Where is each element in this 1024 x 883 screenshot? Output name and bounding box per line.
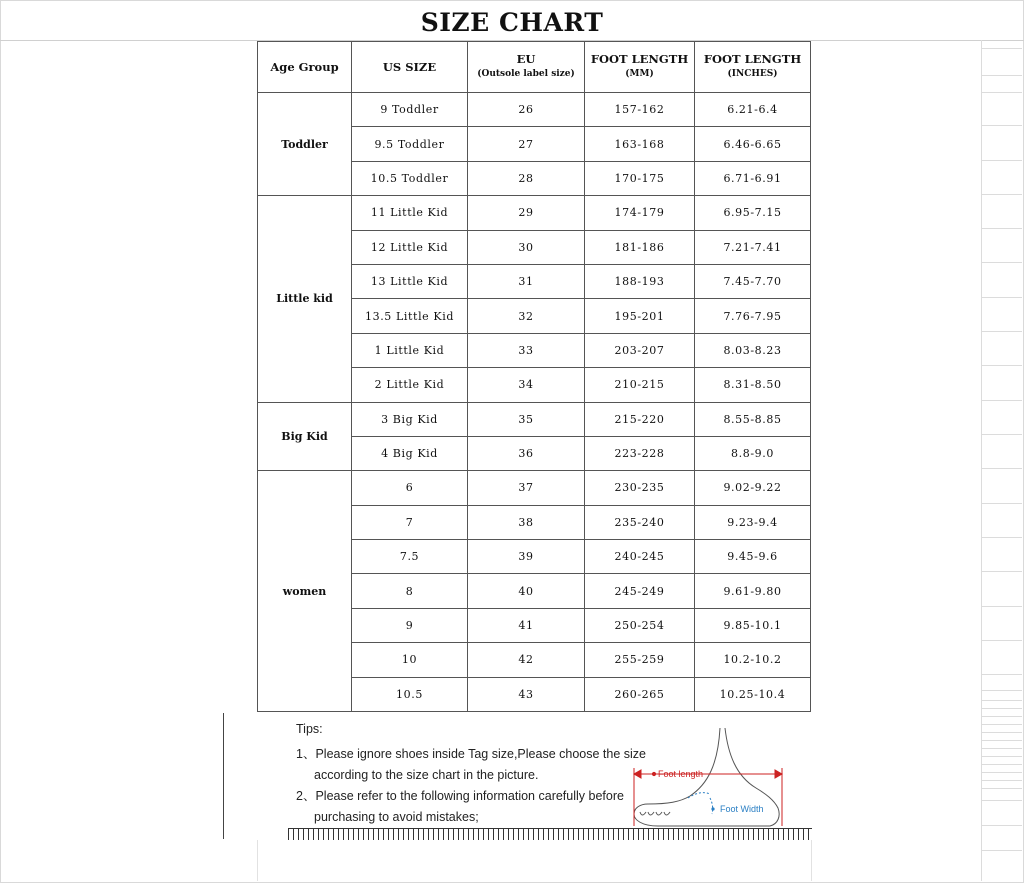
cell-mm: 203-207 — [585, 333, 695, 367]
foot-width-arrow — [688, 793, 713, 814]
cell-in: 7.21-7.41 — [695, 230, 811, 264]
cell-mm: 250-254 — [585, 608, 695, 642]
cell-us: 13 Little Kid — [352, 264, 468, 298]
bottom-blank-area — [257, 840, 812, 881]
cell-us: 13.5 Little Kid — [352, 299, 468, 333]
cell-eu: 43 — [468, 677, 585, 711]
tips-text — [296, 719, 646, 828]
cell-in: 9.45-9.6 — [695, 540, 811, 574]
table-header-row — [258, 42, 811, 93]
group-big-kid: Big Kid — [258, 402, 352, 471]
cell-mm: 163-168 — [585, 127, 695, 161]
cell-us: 9 — [352, 608, 468, 642]
header-age-group: Age Group — [258, 42, 352, 93]
foot-width-dot — [711, 807, 714, 810]
cell-in: 10.25-10.4 — [695, 677, 811, 711]
header-foot-in-label: FOOT LENGTH — [703, 52, 802, 66]
cell-in: 9.85-10.1 — [695, 608, 811, 642]
header-foot-mm — [585, 42, 695, 93]
cell-mm: 181-186 — [585, 230, 695, 264]
cell-us: 3 Big Kid — [352, 402, 468, 436]
foot-diagram — [628, 724, 812, 830]
tips-divider — [223, 713, 224, 839]
header-eu-label: EU — [516, 52, 536, 66]
cell-us: 7.5 — [352, 540, 468, 574]
group-toddler: Toddler — [258, 93, 352, 196]
header-foot-mm-sub: (MM) — [625, 69, 654, 79]
page-title: SIZE CHART — [420, 8, 604, 37]
cell-mm: 223-228 — [585, 436, 695, 470]
cell-eu: 29 — [468, 196, 585, 230]
cell-in: 9.61-9.80 — [695, 574, 811, 608]
tip2-line2: purchasing to avoid mistakes; — [314, 810, 479, 824]
size-chart-table — [257, 41, 811, 712]
header-eu-sub: (Outsole label size) — [477, 69, 575, 79]
cell-us: 11 Little Kid — [352, 196, 468, 230]
cell-in: 8.31-8.50 — [695, 368, 811, 402]
cell-mm: 215-220 — [585, 402, 695, 436]
table-row — [258, 471, 811, 505]
header-foot-in — [695, 42, 811, 93]
right-grid-decoration — [981, 40, 1022, 881]
cell-eu: 34 — [468, 368, 585, 402]
cell-in: 9.23-9.4 — [695, 505, 811, 539]
cell-us: 9 Toddler — [352, 93, 468, 127]
cell-us: 4 Big Kid — [352, 436, 468, 470]
cell-mm: 255-259 — [585, 643, 695, 677]
tip1-line1: 1、Please ignore shoes inside Tag size,Please choose the size — [296, 747, 646, 761]
cell-us: 6 — [352, 471, 468, 505]
cell-eu: 30 — [468, 230, 585, 264]
cell-eu: 26 — [468, 93, 585, 127]
ruler-decoration — [288, 828, 812, 840]
cell-in: 8.03-8.23 — [695, 333, 811, 367]
cell-eu: 35 — [468, 402, 585, 436]
group-little-kid: Little kid — [258, 196, 352, 402]
table-row — [258, 402, 811, 436]
cell-mm: 210-215 — [585, 368, 695, 402]
cell-eu: 39 — [468, 540, 585, 574]
cell-us: 10.5 Toddler — [352, 161, 468, 195]
cell-eu: 27 — [468, 127, 585, 161]
cell-in: 7.76-7.95 — [695, 299, 811, 333]
cell-eu: 28 — [468, 161, 585, 195]
tips-heading: Tips: — [296, 722, 323, 736]
cell-us: 10.5 — [352, 677, 468, 711]
cell-eu: 41 — [468, 608, 585, 642]
table-row — [258, 196, 811, 230]
foot-length-label: Foot length — [658, 769, 704, 779]
cell-mm: 170-175 — [585, 161, 695, 195]
tip2-line1: 2、Please refer to the following information carefully before — [296, 789, 624, 803]
cell-mm: 195-201 — [585, 299, 695, 333]
cell-us: 7 — [352, 505, 468, 539]
cell-in: 10.2-10.2 — [695, 643, 811, 677]
header-foot-in-sub: (INCHES) — [727, 69, 778, 79]
cell-mm: 188-193 — [585, 264, 695, 298]
header-us-size: US SIZE — [352, 42, 468, 93]
cell-mm: 240-245 — [585, 540, 695, 574]
cell-eu: 40 — [468, 574, 585, 608]
cell-in: 6.46-6.65 — [695, 127, 811, 161]
cell-mm: 235-240 — [585, 505, 695, 539]
cell-eu: 37 — [468, 471, 585, 505]
header-eu — [468, 42, 585, 93]
cell-us: 12 Little Kid — [352, 230, 468, 264]
cell-us: 8 — [352, 574, 468, 608]
cell-eu: 42 — [468, 643, 585, 677]
header-foot-mm-label: FOOT LENGTH — [590, 52, 689, 66]
ruler-base — [288, 828, 812, 829]
cell-us: 2 Little Kid — [352, 368, 468, 402]
cell-in: 8.55-8.85 — [695, 402, 811, 436]
group-women: women — [258, 471, 352, 712]
cell-eu: 36 — [468, 436, 585, 470]
cell-in: 9.02-9.22 — [695, 471, 811, 505]
cell-in: 6.95-7.15 — [695, 196, 811, 230]
cell-in: 8.8-9.0 — [695, 436, 811, 470]
cell-mm: 157-162 — [585, 93, 695, 127]
cell-eu: 38 — [468, 505, 585, 539]
cell-in: 6.71-6.91 — [695, 161, 811, 195]
cell-mm: 245-249 — [585, 574, 695, 608]
cell-mm: 174-179 — [585, 196, 695, 230]
cell-in: 6.21-6.4 — [695, 93, 811, 127]
cell-us: 9.5 Toddler — [352, 127, 468, 161]
cell-eu: 31 — [468, 264, 585, 298]
cell-us: 10 — [352, 643, 468, 677]
cell-mm: 260-265 — [585, 677, 695, 711]
tip1-line2: according to the size chart in the picture. — [314, 768, 539, 782]
cell-eu: 32 — [468, 299, 585, 333]
cell-mm: 230-235 — [585, 471, 695, 505]
cell-eu: 33 — [468, 333, 585, 367]
foot-width-label: Foot Width — [720, 804, 764, 814]
table-row — [258, 93, 811, 127]
cell-in: 7.45-7.70 — [695, 264, 811, 298]
cell-us: 1 Little Kid — [352, 333, 468, 367]
